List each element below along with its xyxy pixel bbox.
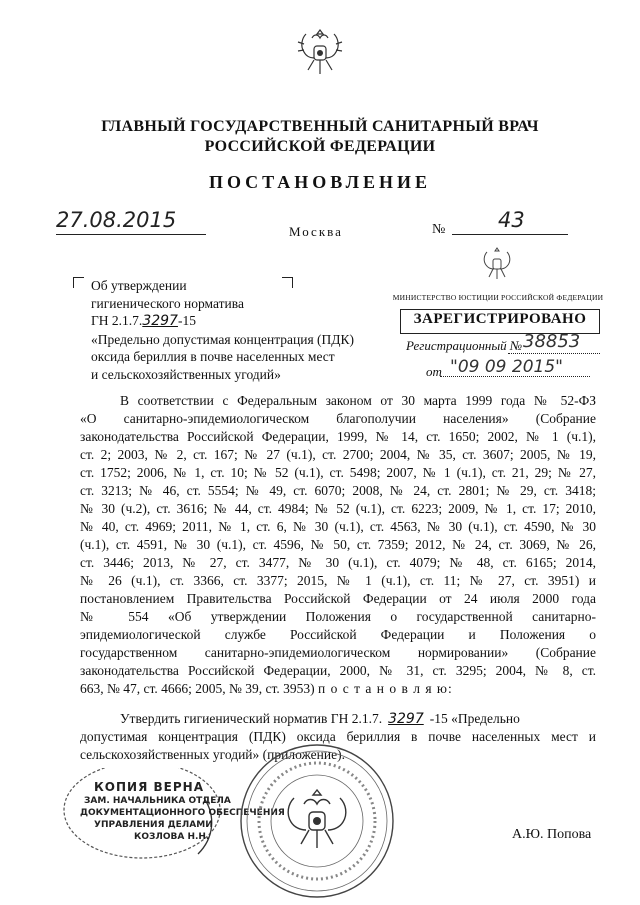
copy-stamp-line4: УПРАВЛЕНИЯ ДЕЛАМИ [94, 820, 213, 830]
preamble-line: законодательства Российской Федерации, 1999, № 14, ст. 1650; 2002, № 1 (ч.1), [80, 429, 596, 444]
copy-certified-stamp [54, 768, 285, 863]
decree-line-2: допустимая концентрация (ПДК) оксида бериллия в почве населенных мест и [80, 729, 596, 744]
preamble-line: № 554 «Об утверждении Положения о государственной санитарно- [80, 609, 596, 624]
preamble-paragraph [80, 392, 596, 698]
double-headed-eagle-emblem [296, 24, 344, 80]
preamble-line: «О санитарно-эпидемиологическом благополучии населения» (Собрание [80, 411, 596, 426]
issuer-title-line2: РОССИЙСКОЙ ФЕДЕРАЦИИ [204, 138, 436, 155]
preamble-line: № 30 (ч.2), ст. 3616; № 44, ст. 4984; № 52 (ч.1), ст. 6223; 2009, № 1, ст. 17; 2010, [80, 501, 596, 516]
date-underline [56, 234, 206, 235]
registration-date-prefix: от [426, 364, 442, 379]
subject-line-6: и сельскохозяйственных угодий» [91, 366, 281, 382]
registration-registered: ЗАРЕГИСТРИРОВАНО [413, 311, 587, 327]
handwritten-number: 43 [498, 208, 525, 232]
subject-norm-code-handwritten: 3297 [142, 313, 178, 329]
copy-stamp-line1: КОПИЯ ВЕРНА [94, 780, 204, 794]
preamble-line: № 40, ст. 4969; 2011, № 1, ст. 6, № 30 (ч.1), ст. 4563, № 30 (ч.1), ст. 4590, № 30 [80, 519, 596, 534]
preamble-line: законодательства Российской Федерации, 2000, № 31, ст. 3295; 2004, № 8, ст. [80, 663, 596, 678]
registration-ministry: МИНИСТЕРСТВО ЮСТИЦИИ РОССИЙСКОЙ ФЕДЕРАЦИИ [392, 293, 604, 302]
decree-norm-code-handwritten: 3297 [388, 711, 424, 727]
preamble-line: 663, № 47, ст. 4666; 2005, № 39, ст. 3953) [80, 681, 315, 696]
registration-emblem-icon [479, 244, 515, 284]
subject-line-5: оксида бериллия в почве населенных мест [91, 349, 335, 364]
copy-stamp-line3: ДОКУМЕНТАЦИОННОГО ОБЕСПЕЧЕНИЯ [80, 808, 285, 818]
decree-suffix: -15 «Предельно [429, 711, 520, 726]
decree-line-3: сельскохозяйственных угодий» (приложение). [80, 747, 345, 762]
preamble-line: (ч.1), ст. 4591, № 30 (ч.1), ст. 4596, № 50, ст. 7359; 2012, № 24, ст. 3069, № 26, [80, 537, 596, 552]
subject-line-2: гигиенического норматива [91, 295, 244, 311]
issuer-title-line1: ГЛАВНЫЙ ГОСУДАРСТВЕННЫЙ САНИТАРНЫЙ ВРАЧ [101, 118, 539, 135]
registration-number-label: Регистрационный № [406, 338, 523, 353]
registration-date-handwritten: "09 09 2015" [450, 357, 563, 377]
subject-norm-suffix: -15 [177, 313, 196, 328]
decree-prefix: Утвердить гигиенический норматив ГН 2.1.7. [120, 711, 383, 726]
subject-line-4: «Предельно допустимая концентрация (ПДК) [91, 331, 354, 347]
preamble-line: ст. 3446; 2013, № 27, ст. 3477, № 30 (ч.1), ст. 4079; № 48, ст. 6165; 2014, [80, 555, 596, 570]
subject-line-3 [91, 312, 354, 331]
registration-number-handwritten: 38853 [523, 331, 581, 352]
preamble-line: постановлением Правительства Российской Федерации от 24 июля 2000 года [80, 591, 596, 606]
subject-norm-prefix: ГН 2.1.7. [91, 313, 143, 328]
preamble-line: ст. 1752; 2006, № 1, ст. 10; № 52 (ч.1), ст. 5498; 2007, № 1 (ч.1), ст. 21, 29; № 27, [80, 465, 596, 480]
number-label: № [432, 222, 446, 237]
preamble-line: эпидемиологической службе Российской Федерации и Положения о [80, 627, 596, 642]
signer-name: А.Ю. Попова [512, 827, 592, 842]
copy-stamp-line5: КОЗЛОВА Н.Н. [134, 832, 210, 842]
preamble-line: ст. 2; 2003, № 2, ст. 167; № 27 (ч.1), ст. 2700; 2004, № 35, ст. 3607; 2005, № 19, [80, 447, 596, 462]
document-type-heading: ПОСТАНОВЛЕНИЕ [208, 172, 432, 192]
handwritten-date: 27.08.2015 [56, 208, 177, 232]
preamble-line: ст. 3213; № 46, ст. 5554; № 49, ст. 6070; 2008, № 24, ст. 2801; № 29, ст. 3418; [80, 483, 596, 498]
subject-line-1: Об утверждении [91, 278, 187, 293]
preamble-line: государственном санитарно-эпидемиологическом нормировании» (Собрание [80, 645, 596, 660]
number-underline [452, 234, 568, 235]
preamble-last-line [80, 680, 596, 698]
copy-stamp-line2: ЗАМ. НАЧАЛЬНИКА ОТДЕЛА [84, 796, 231, 806]
subject-corner-left [73, 277, 84, 288]
resolve-word: п о с т а н о в л я ю: [318, 681, 453, 696]
official-round-seal [232, 740, 402, 902]
city-name: Москва [289, 224, 343, 239]
decree-line-1 [80, 710, 596, 728]
preamble-line: В соответствии с Федеральным законом от 30 марта 1999 года № 52-ФЗ [120, 393, 596, 408]
registration-number-underline [508, 353, 600, 354]
preamble-line: № 26 (ч.1), ст. 3366, ст. 3377; 2015, № 1 (ч.1), ст. 11; № 27, ст. 3951) и [80, 573, 596, 588]
subject-block [91, 277, 354, 383]
registration-date-underline [440, 376, 590, 377]
